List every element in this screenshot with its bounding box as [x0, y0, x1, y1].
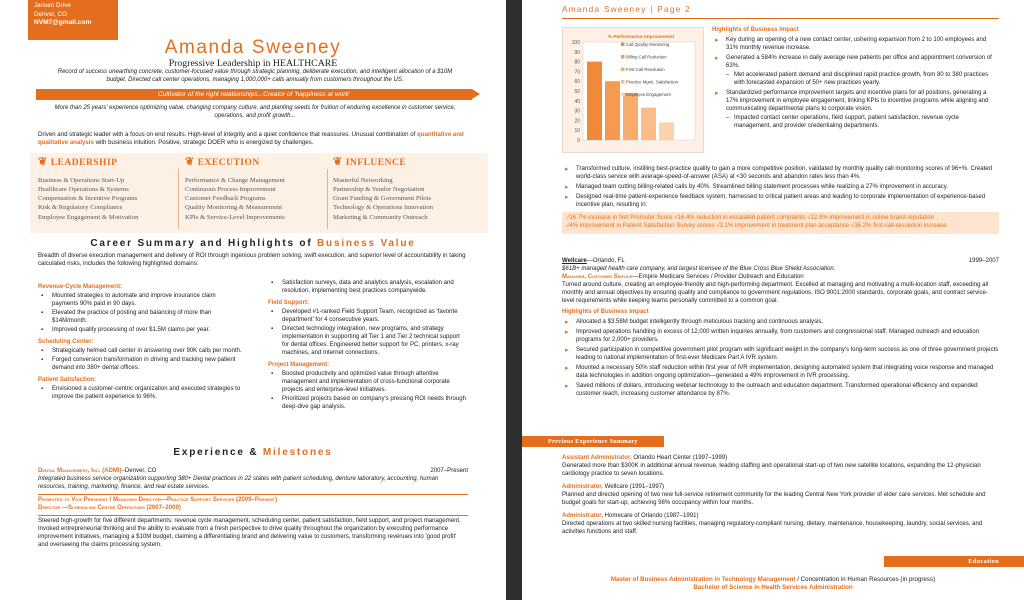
results-line: √16.7% increase in Net Promoter Score √16.4% reduction in escalated patient complaints √12.9% improvement in online brand reputation	[566, 214, 935, 221]
contact-email[interactable]: NVM7@gmail.com	[34, 19, 92, 26]
sub-item: – Met accelerated patient demand and disciplined rapid practice growth, from 80 to 380 practices with forecasted expansion of 50+ new practices yearly.	[726, 72, 992, 88]
job-dates: 1999–2007	[968, 258, 999, 264]
highlights-heading: Highlights of Business Impact	[562, 308, 649, 315]
y-tick-label: 40	[574, 98, 580, 105]
job-summary: Turned around culture, creating an employee-friendly and high-performing department. Excelled at managing and motivating a multi-location staff, exceeding all monthly and annual objectives by ensuring quality and compliance to government regulations, ISO 9001:2000 standards, corporate goals, and contract service-level requirements while keeping teams personally committed to a common goal.	[562, 281, 989, 304]
legend-swatch	[621, 93, 625, 97]
chart-bar	[641, 108, 656, 140]
pillar-item: Technology & Operations Innovation	[333, 204, 434, 212]
pillar-item: Partnership & Vendor Negotiation	[333, 185, 425, 193]
domain-heading: Revenue-Cycle Management:	[38, 284, 123, 290]
y-tick-label: 80	[574, 59, 580, 66]
header-rule	[562, 18, 999, 19]
leaf-icon: ❦	[185, 156, 195, 168]
contact-street: Jansen Drive	[34, 2, 71, 9]
contact-city: Denver, CO	[34, 10, 67, 18]
legend-label: Employee Engagement	[626, 92, 671, 97]
y-tick-label: 100	[571, 40, 580, 46]
company-location: —Orlando, FL	[586, 258, 625, 264]
list-item: ▸ Managed team cutting billing-related calls by 40%. Streamlined billing statement processes while realizing a 27% improvement in accuracy.	[562, 184, 999, 192]
domain-heading: Field Support:	[268, 299, 309, 306]
legend-swatch	[621, 43, 625, 47]
pillar-item: Continuous Process Improvement	[185, 185, 276, 193]
career-left-column	[38, 280, 243, 403]
pillar-item: Risk & Regulatory Compliance	[38, 204, 123, 212]
list-item: ▸ Allocated a $3.58M budget intelligently through meticulous tracking and continuous analysis.	[562, 319, 999, 327]
legend-label: Billing Call Reduction	[626, 54, 667, 60]
company-name: Wellcare	[562, 258, 587, 264]
chart-title: % Performance Improvement	[607, 35, 675, 40]
legend-swatch	[621, 80, 625, 84]
pillar-item: Business & Operations Start-Up	[38, 176, 125, 184]
results-line: √4% improvement in Patient Satisfaction Survey scores √3.1% improvement in treatment plan acceptance √36.2% first-call-resolution increase	[566, 222, 947, 229]
company-description: $61B+ managed health care company, and largest licensee of the Blue Cross Blue Shield Association.	[562, 265, 836, 272]
job-title: Promoted to Vice President / Managing Director—Practice Support Services (2009–Present)	[38, 496, 278, 503]
list-item: ▪ Improved quality processing of over $1.5M claims per year.	[38, 327, 243, 335]
y-tick-label: 60	[574, 79, 580, 86]
performance-chart-svg	[563, 28, 703, 152]
list-item: ▸ Secured participation in competitive government pilot program with significant weight in the company's long-term success as one of three government projects leading to national implementation of first-ever Medicare Part A IVR system.	[562, 347, 999, 363]
legend-label: First-Call Resolution	[626, 67, 665, 72]
domain-heading: Scheduling Center:	[38, 338, 94, 345]
pillar-item: Marketing & Community Outreach	[333, 213, 428, 221]
domain-heading: Patient Satisfaction:	[38, 376, 97, 383]
pillar-title: LEADERSHIP	[50, 158, 118, 168]
pillar-item: Compensation & Incentive Programs	[38, 195, 138, 203]
list-item: ▪ Developed #1-ranked Field Support Team, recognized as 'favorite department' for 4 consecutive years.	[268, 309, 468, 325]
pillar-item: KPIs & Service-Level Improvements	[185, 213, 285, 221]
degree: Bachelor of Science in Health Services Administration	[693, 584, 853, 592]
value-banner: Cultivator of the right relationships...Creator of 'happiness at work'	[36, 89, 472, 100]
chart-bar	[659, 122, 674, 140]
pillar-leadership	[38, 155, 138, 222]
legend-label: Call Quality Monitoring	[626, 42, 670, 47]
pillar-item: Healthcare Operations & Systems	[38, 185, 129, 193]
pillar-item: Performance & Change Management	[185, 176, 285, 184]
prev-role-desc: Generated more than $300K in additional annual revenue, leading staffing and operational start-up of two new satellite locations, expanding the 12-physician cardiology practice to seven locations.	[562, 462, 981, 477]
career-intro: Breadth of diverse execution management and delivery of ROI through ingenious problem solving, swift execution, and superior level of accountability in taking calculated risks, includes the following highlighted domains:	[38, 252, 466, 268]
chart-bar	[587, 62, 602, 140]
y-tick-label: 90	[574, 49, 580, 56]
results-box	[562, 212, 999, 234]
previous-experience-banner: Previous Experience Summary	[522, 436, 664, 447]
legend-swatch	[621, 68, 625, 72]
experience-admi	[38, 468, 468, 550]
resume-page-1	[0, 0, 506, 600]
career-right-column	[268, 280, 468, 413]
prev-role: Administrator, Homecare of Orlando (1987–1991)	[562, 512, 699, 519]
leaf-icon: ❦	[333, 156, 343, 168]
list-item: ▪ Elevated the practice of posting and balancing of more than $14M/month.	[38, 310, 243, 326]
list-item: ▸ Improved operations handling in excess of 12,000 written inquiries annually, from customers and congressional staff. Managed outreach and education programs for 2,000+ providers.	[562, 329, 999, 345]
candidate-subtitle: Progressive Leadership in HEALTHCARE	[168, 58, 338, 69]
page-2-header: Amanda Sweeney | Page 2	[562, 5, 691, 14]
prev-role-desc: Directed operations at two skilled nursing facilities, managing regulatory-compliant nursing, dietary, maintenance, housekeeping, laundry, social services, and activities functions and staff.	[562, 520, 983, 535]
domain-heading: Project Management:	[268, 361, 330, 368]
impact-highlights	[712, 27, 992, 133]
tagline: More than 25 years' experience optimizing value, changing company culture, and planting seeds for fruition of enduring excellence in customer service, operations, and profit growth...	[54, 105, 456, 119]
divider	[38, 515, 468, 516]
chart-bar	[605, 81, 620, 140]
y-tick-label: 70	[574, 69, 580, 76]
pillar-item: Employee Engagement & Motivation	[38, 213, 139, 221]
legend-label: Practice Mgmt. Satisfaction	[626, 79, 679, 85]
list-item: ▪ Envisioned a customer-centric organization and executed strategies to improve the patient experience to 96%.	[38, 386, 243, 402]
pillar-divider	[178, 169, 179, 229]
job-title: Manager, Customer Service	[562, 273, 633, 280]
pillar-item: Customer Feedback Programs	[185, 195, 266, 203]
list-item: ▪ Strategically helmed call center in answering over 90K calls per month.	[38, 348, 243, 356]
performance-chart	[562, 27, 704, 153]
page-gutter	[506, 0, 522, 600]
career-summary-title: Career Summary and Highlights of Business Value	[90, 238, 416, 249]
education	[522, 576, 1024, 592]
pillar-influence	[333, 155, 433, 222]
prev-role: Assistant Administrator, Orlando Heart Center (1997–1999)	[562, 455, 728, 461]
list-item: ▸ Transformed culture, instilling best-practice quality to gain a more competitive position, validated by monthly quality call monitoring scores of 96+%. Created world-class service with average-speed-of-answer (ASA) at <30 seconds and abandon rates less than 4%.	[562, 166, 999, 182]
legend-swatch	[621, 55, 625, 59]
culture-bullets	[562, 166, 999, 234]
company-location: –Denver, CO	[121, 468, 157, 474]
company-name: Dental Management, Inc. (ADMI)	[38, 468, 122, 474]
list-item: ▪ Mounted strategies to automate and improve insurance claim payments 90% paid in 90 days.	[38, 293, 243, 309]
competency-pillars	[30, 153, 488, 233]
experience-title: Experience & Milestones	[173, 447, 333, 458]
prev-role: Administrator, Wellcare (1991–1997)	[562, 483, 665, 490]
highlights-heading: Highlights of Business Impact	[712, 27, 799, 33]
pillar-item: Grant Funding & Government Pilots	[333, 195, 432, 203]
pillar-divider	[327, 169, 328, 229]
education-banner: Education	[884, 556, 1024, 567]
y-tick-label: 50	[574, 89, 580, 95]
list-item: ▸ Standardized performance improvement targets and incentive plans for all positions, generating a 17% improvement in employee engagement, linking KPIs to incentive programs while aligning and communicating departmental plans to corporate vision. – Impacted contact center operations, field support, patient satisfaction, revenue cycle management, and provider credentialing departments.	[712, 90, 992, 131]
job-title: Director —Scheduling Center Operations (2007–2009)	[38, 504, 181, 511]
list-item: ▪ Boosted productivity and optimized value through attentive management and implementation of cross-functional corporate projects and enterprise-level initiatives.	[268, 371, 468, 395]
job-department: —Empire Medicare Services / Provider Outreach and Education	[632, 273, 804, 280]
job-summary: Steered high-growth for five different departments: revenue cycle management, scheduling center, patient satisfaction, field support, and project management. Invoked entrepreneurial thinking and the ability to evaluate from a fresh perspective to drive quality throughout the organization by executing performance improvement initiatives, managing a $10M budget, claiming a differentiating brand and delivering value to customers, transforming revenues into 'good profit' and overseeing the claims processing system.	[38, 517, 461, 548]
divider	[38, 494, 468, 495]
sub-item: – Impacted contact center operations, field support, patient satisfaction, revenue cycle management, and provider credentialing departments.	[726, 115, 992, 131]
list-item: ▸ Saved millions of dollars, introducing webinar technology to the outreach and education department. Transformed operational efficiency and expanded customer reach, increasing customer attendance by 87%.	[562, 383, 999, 399]
chart-bar	[623, 93, 638, 140]
pillar-item: Masterful Networking	[333, 176, 393, 184]
list-item: ▪ Satisfaction surveys, data and analytics analysis, escalation and resolution, implementing best practices companywide.	[268, 280, 468, 296]
experience-wellcare	[562, 258, 999, 401]
list-item: ▸ Key during an opening of a new contact center, ushering expansion from 2 to 100 employees and 31% monthly revenue increase.	[712, 37, 992, 53]
list-item: ▪ Forged conversion transformation in driving and tracking new patient demand into 380+ dental offices.	[38, 357, 243, 373]
list-item: ▪ Prioritized projects based on company's pressing ROI needs through deep-dive gap analysis.	[268, 396, 468, 412]
prev-role-desc: Planned and directed opening of two new full-service retirement community for the leading Central New York provider of elder care services. Met schedule and budget goals for start-up, achieving 98% occupancy within four months.	[562, 491, 986, 506]
resume-page-2	[522, 0, 1024, 600]
pillar-title: INFLUENCE	[345, 158, 407, 168]
contact-box	[28, 0, 118, 40]
job-dates: 2007–Present	[430, 468, 468, 474]
summary-paragraph: Driven and strategic leader with a focus on end results. High-level of integrity and a quiet confidence that reassures. Unusual combination of quantitative and qualitative analysis with business intuition. Positive, strategic DOER who is energized by challenges.	[38, 131, 464, 147]
pillar-title: EXECUTION	[197, 158, 260, 168]
previous-experience	[562, 455, 999, 537]
degree: Master of Business Administration in Technology Management / Concentration in Human Resources (in progress)	[610, 576, 936, 583]
company-description: Integrated business service organization supporting 380+ Dental practices in 22 states with patient scheduling, denture laboratory, accounting, human resources, training, marketing, finance, and real estate services.	[38, 475, 439, 490]
intro-statement: Record of success unearthing concrete, customer-focused value through strategic planning, deliberate execution, and intelligent allocation of a $10M budget. Directed call center operations, managing 1,000,000+ calls annually from customers throughout the US.	[57, 69, 453, 83]
pillar-execution	[185, 155, 285, 222]
candidate-name: Amanda Sweeney	[164, 37, 342, 58]
list-item: ▸ Generated a 584% increase in daily average new patients per office and appointment conversion of 63%. – Met accelerated patient demand and disciplined rapid practice growth, from 80 to 380 practices with forecasted expansion of 50+ new practices yearly.	[712, 55, 992, 88]
y-tick-label: 0	[577, 138, 580, 144]
list-item: ▸ Mounted a necessary 50% staff reduction within first year of IVR implementation, designing automated system that integrating voice response and managed data technologies in addition ongoing optimization—generated a 49% improvement in IVR processing.	[562, 365, 999, 381]
list-item: ▸ Designed real-time patient-experience feedback system, harnessed to critical patient areas and leading to corporate implementation of experience-based incentive plan, resulting in:	[562, 194, 999, 210]
leaf-icon: ❦	[38, 156, 48, 168]
y-tick-label: 30	[574, 108, 580, 115]
pillar-item: Quality Monitoring & Measurement	[185, 204, 283, 212]
y-tick-label: 10	[574, 128, 580, 135]
list-item: ▪ Directed technology integration, new programs, and strategy implementation in supporting all Tier 1 and Tier 2 technical support for dental offices. Engineered better support for PC, printers, x-ray machines, and Internet connections.	[268, 326, 468, 358]
y-tick-label: 20	[574, 118, 580, 125]
